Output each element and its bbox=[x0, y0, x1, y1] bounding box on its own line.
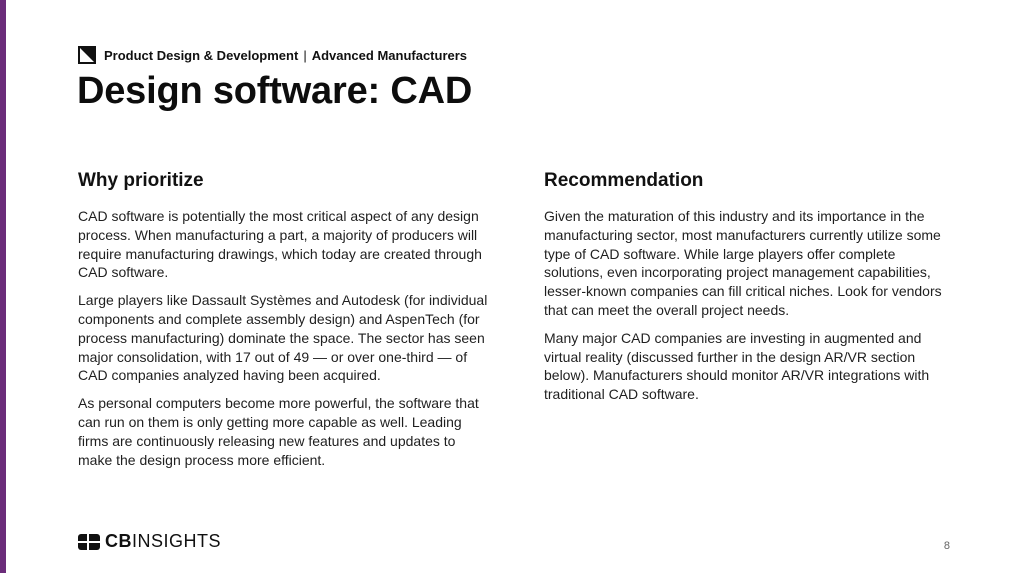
breadcrumb-section: Product Design & Development bbox=[104, 47, 299, 63]
why-prioritize-paragraph-1: CAD software is potentially the most critical aspect of any design process. When manufacturing a part, a majority of producers will require manufacturing drawings, which today are created through CAD software. bbox=[78, 208, 482, 281]
logo-wordmark bbox=[105, 531, 221, 552]
page-title: Design software: CAD bbox=[77, 70, 473, 112]
diagonal-square-icon bbox=[78, 46, 96, 64]
cb-insights-logo bbox=[78, 531, 221, 552]
recommendation-paragraph-1: Given the maturation of this industry and its importance in the manufacturing sector, most manufacturers currently utilize some type of CAD software. While large players offer complete solutions, even incorporating project management capabilities, lesser-known companies can fill critical niches. Look for vendors that can meet the overall project needs. bbox=[544, 208, 942, 318]
logo-wordmark-light: INSIGHTS bbox=[132, 531, 222, 551]
cb-insights-logo-mark-icon bbox=[78, 534, 100, 550]
why-prioritize-heading: Why prioritize bbox=[78, 170, 204, 191]
breadcrumb-separator: | bbox=[303, 47, 307, 63]
why-prioritize-paragraph-2: Large players like Dassault Systèmes and Autodesk (for individual components and complete assembly design) and AspenTech (for process manufacturing) dominate the space. The sector has seen major consolidation, with 17 out of 49 — or over one-third — of CAD companies analyzed having been acquired. bbox=[78, 292, 488, 384]
section-header bbox=[78, 46, 467, 64]
accent-bar bbox=[0, 0, 6, 573]
recommendation-heading: Recommendation bbox=[544, 170, 704, 191]
recommendation-paragraph-2: Many major CAD companies are investing in augmented and virtual reality (discussed further in the design AR/VR section below). Manufacturers should monitor AR/VR integrations with traditional CAD software. bbox=[544, 329, 930, 403]
breadcrumb-subsection: Advanced Manufacturers bbox=[311, 47, 468, 63]
recommendation-column bbox=[544, 170, 954, 413]
why-prioritize-paragraph-3: As personal computers become more powerful, the software that can run on them is only getting more capable as well. Leading firms are continuously releasing new features and updates to make the design process more efficient. bbox=[78, 395, 479, 468]
logo-wordmark-bold: CB bbox=[105, 531, 132, 551]
breadcrumb bbox=[104, 48, 467, 63]
page-number: 8 bbox=[943, 540, 950, 552]
why-prioritize-column bbox=[78, 170, 488, 478]
